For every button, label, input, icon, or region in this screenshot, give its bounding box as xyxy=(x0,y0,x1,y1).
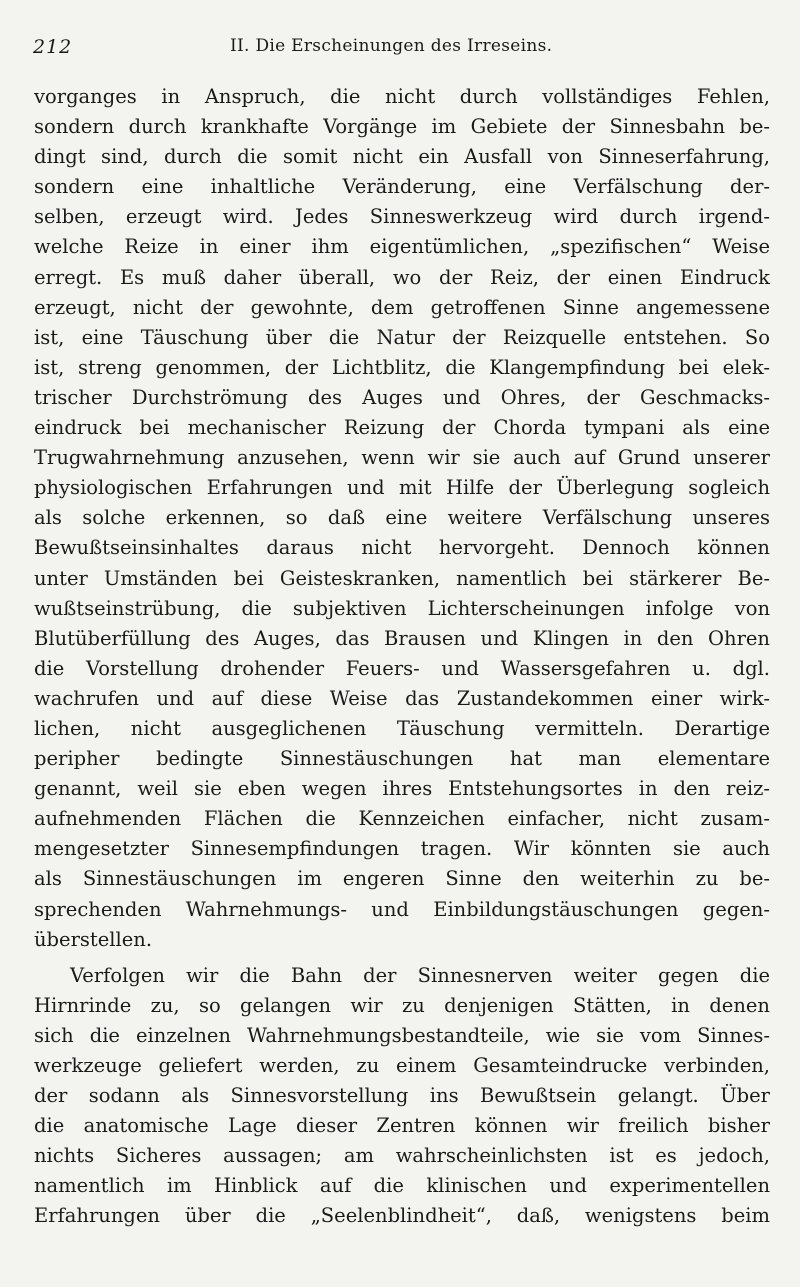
text-line: welche Reize in einer ihm eigentümlichen, „spezifischen“ Weise xyxy=(34,235,770,259)
text-line: als solche erkennen, so daß eine weitere Verfälschung unseres xyxy=(34,506,770,530)
text-line: Bewußtseinsinhaltes daraus nicht hervorgeht. Dennoch können xyxy=(34,536,770,560)
text-line: genannt, weil sie eben wegen ihres Entstehungsortes in den reiz- xyxy=(34,777,770,801)
text-line: peripher bedingte Sinnestäuschungen hat man elementare xyxy=(34,747,770,771)
text-line: der sodann als Sinnesvorstellung ins Bewußtsein gelangt. Über xyxy=(34,1084,770,1108)
text-line: Erfahrungen über die „Seelenblindheit“, daß, wenigstens beim xyxy=(34,1204,770,1228)
text-line: erregt. Es muß daher überall, wo der Reiz, der einen Eindruck xyxy=(34,265,770,289)
text-line: nichts Sicheres aussagen; am wahrscheinlichsten ist es jedoch, xyxy=(34,1144,770,1168)
text-line: als Sinnestäuschungen im engeren Sinne den weiterhin zu be- xyxy=(34,867,770,891)
text-line: sondern eine inhaltliche Veränderung, eine Verfälschung der- xyxy=(34,175,770,199)
text-line: wachrufen und auf diese Weise das Zustandekommen einer wirk- xyxy=(34,686,770,710)
paragraph xyxy=(34,961,770,1232)
text-line: wußtseinstrübung, die subjektiven Lichterscheinungen infolge von xyxy=(34,596,770,620)
running-head: II. Die Erscheinungen des Irreseins. xyxy=(230,36,553,56)
text-line: sich die einzelnen Wahrnehmungsbestandteile, wie sie vom Sinnes- xyxy=(34,1023,770,1047)
text-line: Blutüberfüllung des Auges, das Brausen und Klingen in den Ohren xyxy=(34,626,770,650)
text-line: eindruck bei mechanischer Reizung der Chorda tympani als eine xyxy=(34,416,770,440)
text-line: ist, eine Täuschung über die Natur der Reizquelle entstehen. So xyxy=(34,325,770,349)
text-line: selben, erzeugt wird. Jedes Sinneswerkzeug wird durch irgend- xyxy=(34,205,770,229)
text-line: vorganges in Anspruch, die nicht durch vollständiges Fehlen, xyxy=(34,85,770,108)
text-line: erzeugt, nicht der gewohnte, dem getroffenen Sinne angemessene xyxy=(34,295,770,319)
text-line: Verfolgen wir die Bahn der Sinnesnerven weiter gegen die xyxy=(70,963,770,987)
text-line: dingt sind, durch die somit nicht ein Ausfall von Sinneserfahrung, xyxy=(34,145,770,169)
text-line: Trugwahrnehmung anzusehen, wenn wir sie auch auf Grund unserer xyxy=(34,446,770,470)
text-line: sprechenden Wahrnehmungs- und Einbildungstäuschungen gegen- xyxy=(34,897,770,921)
text-line: sondern durch krankhafte Vorgänge im Gebiete der Sinnesbahn be- xyxy=(34,115,770,139)
text-line: die anatomische Lage dieser Zentren können wir freilich bisher xyxy=(34,1114,770,1138)
text-line: Hirnrinde zu, so gelangen wir zu denjenigen Stätten, in denen xyxy=(34,993,770,1017)
text-line: ist, streng genommen, der Lichtblitz, die Klangempfindung bei elek- xyxy=(34,355,770,379)
paragraph xyxy=(34,82,770,955)
page-number: 212 xyxy=(33,36,73,58)
text-line: aufnehmenden Flächen die Kennzeichen einfacher, nicht zusam- xyxy=(34,807,770,831)
text-line: unter Umständen bei Geisteskranken, namentlich bei stärkerer Be- xyxy=(34,566,770,590)
text-line: werkzeuge geliefert werden, zu einem Gesamteindrucke verbinden, xyxy=(34,1054,770,1077)
text-line: trischer Durchströmung des Auges und Ohres, der Geschmacks- xyxy=(34,385,770,409)
text-line: mengesetzter Sinnesempfindungen tragen. Wir könnten sie auch xyxy=(34,837,770,861)
text-line: namentlich im Hinblick auf die klinischen und experimentellen xyxy=(34,1174,770,1198)
text-line: lichen, nicht ausgeglichenen Täuschung vermitteln. Derartige xyxy=(34,716,770,740)
body-text xyxy=(34,82,770,1232)
text-line: die Vorstellung drohender Feuers- und Wassersgefahren u. dgl. xyxy=(34,656,770,680)
text-line: überstellen. xyxy=(34,927,153,951)
text-line: physiologischen Erfahrungen und mit Hilfe der Überlegung sogleich xyxy=(34,476,770,500)
